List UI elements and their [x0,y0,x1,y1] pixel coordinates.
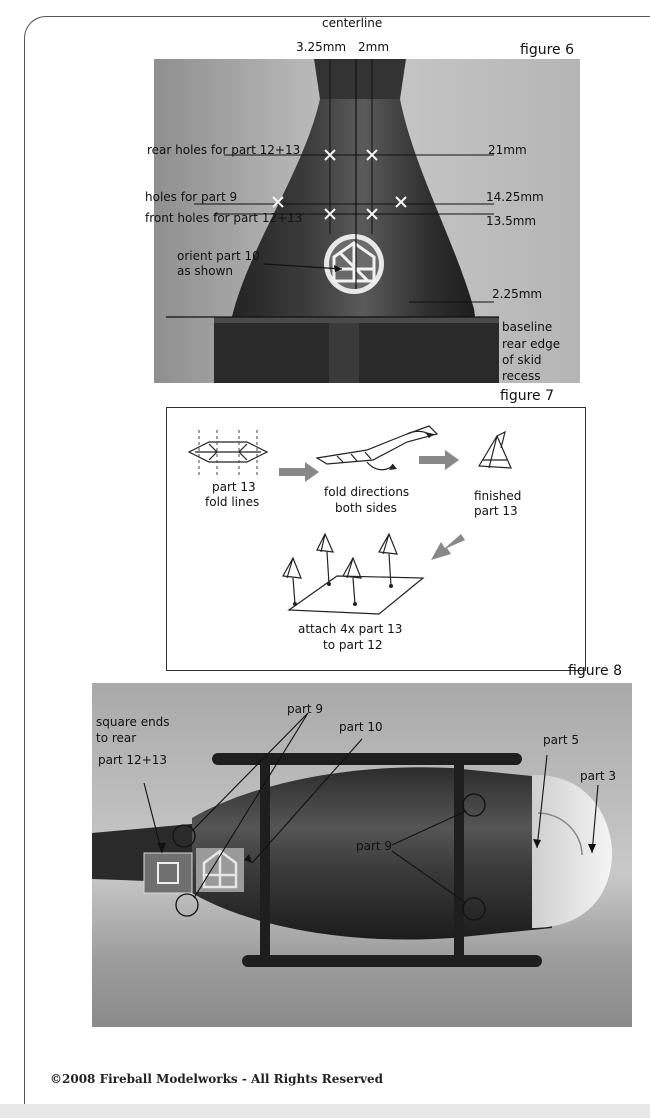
dim-14-25mm-label: 14.25mm [486,190,544,204]
front-holes-label: front holes for part 12+13 [145,211,303,225]
holes-part9-label: holes for part 9 [145,190,238,204]
part5-label: part 5 [543,733,580,747]
centerline-label: centerline [322,16,383,30]
square-ends-label-3: part 12+13 [98,753,168,767]
finished-label-1: finished [474,489,522,503]
fold-directions-label-1: fold directions [324,485,410,499]
figure6-title: figure 6 [520,42,574,58]
dim-13-5mm-label: 13.5mm [486,214,537,228]
baseline-label-1: baseline [502,320,553,334]
dim-21mm-label: 21mm [488,143,527,157]
orient-label-1: orient part 10 [177,249,260,263]
part13-label-1: part 13 [212,480,256,494]
baseline-label-4: recess [502,369,541,383]
bottom-strip [0,1104,650,1118]
part9-mid-label: part 9 [356,839,393,853]
attach-label-2: to part 12 [323,638,383,652]
square-ends-label-2: to rear [96,731,137,745]
figure8-title: figure 8 [568,663,622,679]
baseline-label-3: of skid [502,353,542,367]
part9-top-label: part 9 [287,702,324,716]
finished-label-2: part 13 [474,504,518,518]
part13-label-2: fold lines [205,495,260,509]
orient-label-2: as shown [177,264,234,278]
rear-holes-label: rear holes for part 12+13 [147,143,301,157]
part10-label: part 10 [339,720,383,734]
dim-2mm-label: 2mm [358,40,390,54]
square-ends-label-1: square ends [96,715,170,729]
part3-label: part 3 [580,769,617,783]
dim-3-25mm-label: 3.25mm [296,40,347,54]
dim-2-25mm-label: 2.25mm [492,287,543,301]
figure7-title: figure 7 [500,388,554,404]
fold-directions-label-2: both sides [335,501,397,515]
baseline-label-2: rear edge [502,337,561,351]
attach-label-1: attach 4x part 13 [298,622,403,636]
copyright-footer: ©2008 Fireball Modelworks - All Rights Reserved [50,1072,384,1086]
